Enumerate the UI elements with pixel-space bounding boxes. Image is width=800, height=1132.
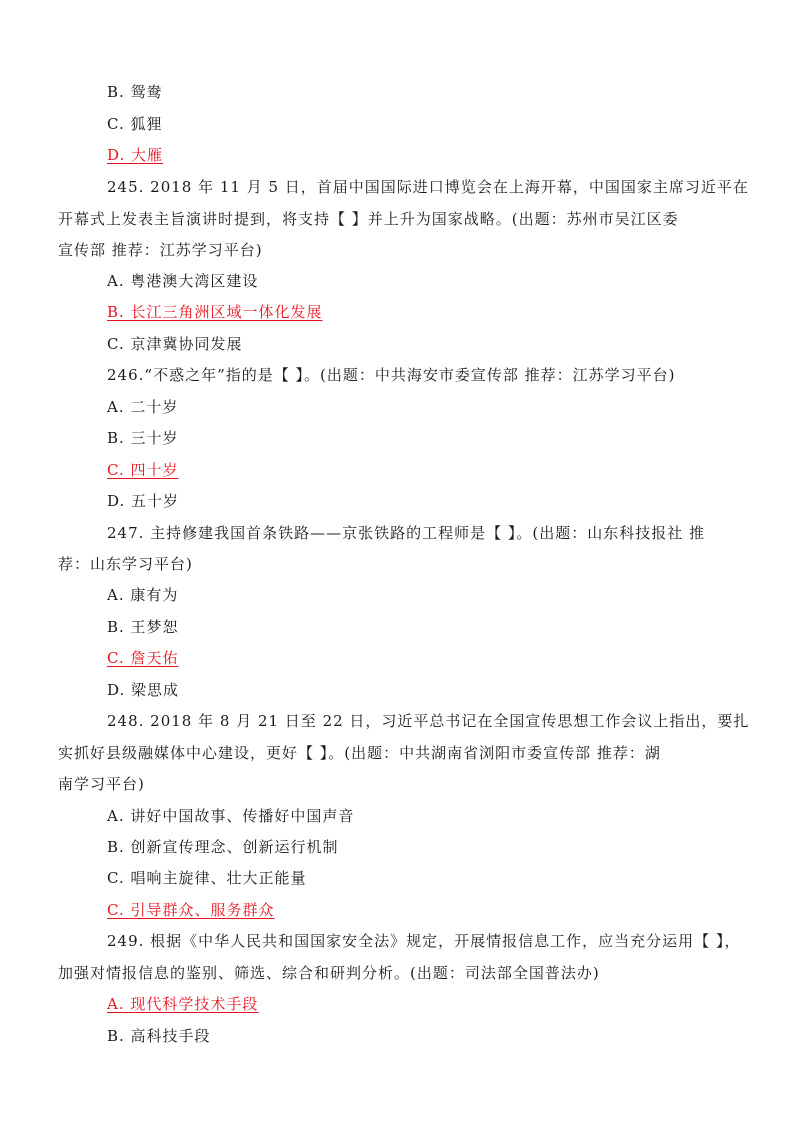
question-245-option-c: C. 京津冀协同发展 xyxy=(107,335,243,353)
question-247-option-d: D. 梁思成 xyxy=(107,681,180,699)
question-248-line-2: 实抓好县级融媒体中心建设，更好【 】。(出题：中共湖南省浏阳市委宣传部 推荐：湖 xyxy=(58,744,661,762)
question-248-option-c: C. 唱响主旋律、壮大正能量 xyxy=(107,869,307,887)
question-248-option-b: B. 创新宣传理念、创新运行机制 xyxy=(107,838,339,856)
question-249-line-1: 249. 根据《中华人民共和国国家安全法》规定，开展情报信息工作，应当充分运用【 】， xyxy=(107,932,741,950)
question-249-option-a-answer: A. 现代科学技术手段 xyxy=(107,995,259,1013)
option-d-answer: D. 大雁 xyxy=(107,146,164,164)
question-247-option-a: A. 康有为 xyxy=(107,586,179,604)
question-245-line-1: 245. 2018 年 11 月 5 日，首届中国国际进口博览会在上海开幕，中国国家主席习近平在 xyxy=(107,178,749,196)
option-c: C. 狐狸 xyxy=(107,115,163,133)
question-249-line-2: 加强对情报信息的鉴别、筛选、综合和研判分析。(出题：司法部全国普法办) xyxy=(58,964,600,982)
question-246-option-c-answer: C. 四十岁 xyxy=(107,461,179,479)
question-245-line-3: 宣传部 推荐：江苏学习平台) xyxy=(58,241,263,259)
option-b: B. 鸳鸯 xyxy=(107,83,163,101)
question-246-option-a: A. 二十岁 xyxy=(107,398,179,416)
question-245-option-b-answer: B. 长江三角洲区域一体化发展 xyxy=(107,303,323,321)
question-248-line-1: 248. 2018 年 8 月 21 日至 22 日，习近平总书记在全国宣传思想工作会议上指出，要扎 xyxy=(107,712,750,730)
question-247-line-1: 247. 主持修建我国首条铁路——京张铁路的工程师是【 】。(出题：山东科技报社 推 xyxy=(107,524,706,542)
question-247-option-b: B. 王梦恕 xyxy=(107,618,179,636)
question-247-option-c-answer: C. 詹天佑 xyxy=(107,649,179,667)
question-245-line-2: 开幕式上发表主旨演讲时提到，将支持【 】并上升为国家战略。(出题：苏州市吴江区委 xyxy=(58,210,679,228)
question-248-option-answer: C. 引导群众、服务群众 xyxy=(107,901,275,919)
question-248-line-3: 南学习平台) xyxy=(58,775,145,793)
question-246-option-b: B. 三十岁 xyxy=(107,429,179,447)
question-247-line-2: 荐：山东学习平台) xyxy=(58,555,193,573)
question-246-line-1: 246.“不惑之年”指的是【 】。(出题：中共海安市委宣传部 推荐：江苏学习平台) xyxy=(107,366,676,384)
question-248-option-a: A. 讲好中国故事、传播好中国声音 xyxy=(107,807,355,825)
question-249-option-b: B. 高科技手段 xyxy=(107,1027,211,1045)
question-245-option-a: A. 粤港澳大湾区建设 xyxy=(107,272,259,290)
question-246-option-d: D. 五十岁 xyxy=(107,492,180,510)
